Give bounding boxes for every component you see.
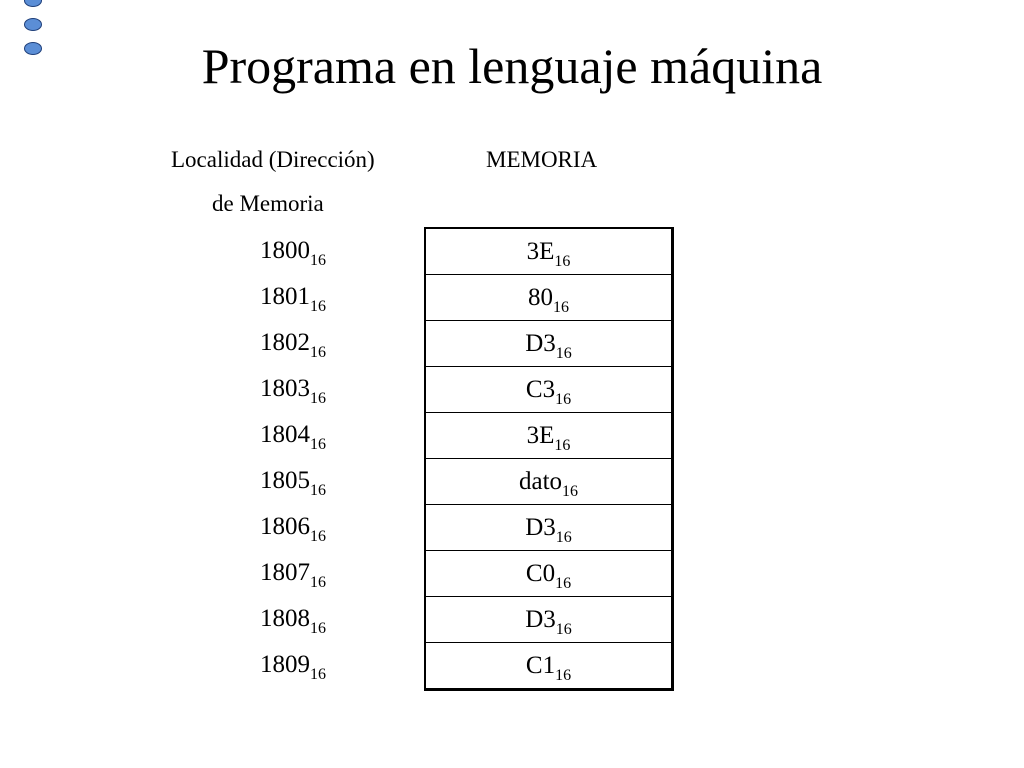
memory-value: D3 [525,514,556,541]
memory-value: 3E [526,422,555,449]
memory-value: 3E [526,238,555,265]
base-subscript: 16 [555,391,572,408]
base-subscript: 16 [555,575,572,592]
address-label [213,412,373,458]
memory-value: D3 [525,606,556,633]
memory-value: 80 [528,284,553,311]
base-subscript: 16 [562,483,579,500]
base-subscript: 16 [310,252,326,269]
address-label [213,274,373,320]
base-subscript: 16 [310,574,326,591]
base-subscript: 16 [555,621,572,638]
location-header-line2: de Memoria [212,191,324,216]
address-label [213,642,373,688]
address-value: 1809 [260,651,310,678]
address-value: 1802 [260,329,310,356]
address-label [213,596,373,642]
base-subscript: 16 [310,298,326,315]
memory-header: MEMORIA [486,147,598,172]
base-subscript: 16 [310,344,326,361]
base-subscript: 16 [310,666,326,683]
page-title: Programa en lenguaje máquina [201,38,823,94]
memory-cell [426,367,671,413]
memory-value: C1 [525,652,556,679]
address-value: 1808 [260,605,310,632]
base-subscript: 16 [553,299,569,316]
circle-bullet-icon [24,0,42,7]
base-subscript: 16 [310,436,326,453]
address-label [213,366,373,412]
base-subscript: 16 [555,529,572,546]
base-subscript: 16 [310,620,326,637]
memory-cell [426,321,671,367]
address-value: 1800 [260,237,310,264]
memory-value: C0 [525,560,556,587]
memory-value: dato [518,468,563,495]
address-value: 1801 [260,283,310,310]
address-value: 1804 [260,421,310,448]
base-subscript: 16 [310,528,326,545]
address-column [213,228,373,688]
base-subscript: 16 [310,482,326,499]
address-label [213,228,373,274]
address-label [213,504,373,550]
memory-cell [426,643,671,688]
memory-cell [426,459,671,505]
memory-cell [426,229,671,275]
memory-cell [426,413,671,459]
memory-table [424,227,674,691]
base-subscript: 16 [554,437,571,454]
address-label [213,458,373,504]
address-label [213,550,373,596]
memory-cell [426,275,671,321]
address-value: 1806 [260,513,310,540]
base-subscript: 16 [555,345,572,362]
memory-cell [426,505,671,551]
memory-cell [426,597,671,643]
address-label [213,320,373,366]
location-header: Localidad (Dirección) [171,147,375,172]
circle-bullet-icon [24,18,42,31]
address-value: 1803 [260,375,310,402]
memory-cell [426,551,671,597]
base-subscript: 16 [554,253,571,270]
memory-value: D3 [525,330,556,357]
base-subscript: 16 [310,390,326,407]
address-value: 1805 [260,467,310,494]
address-value: 1807 [260,559,310,586]
base-subscript: 16 [555,667,572,684]
memory-value: C3 [525,376,556,403]
